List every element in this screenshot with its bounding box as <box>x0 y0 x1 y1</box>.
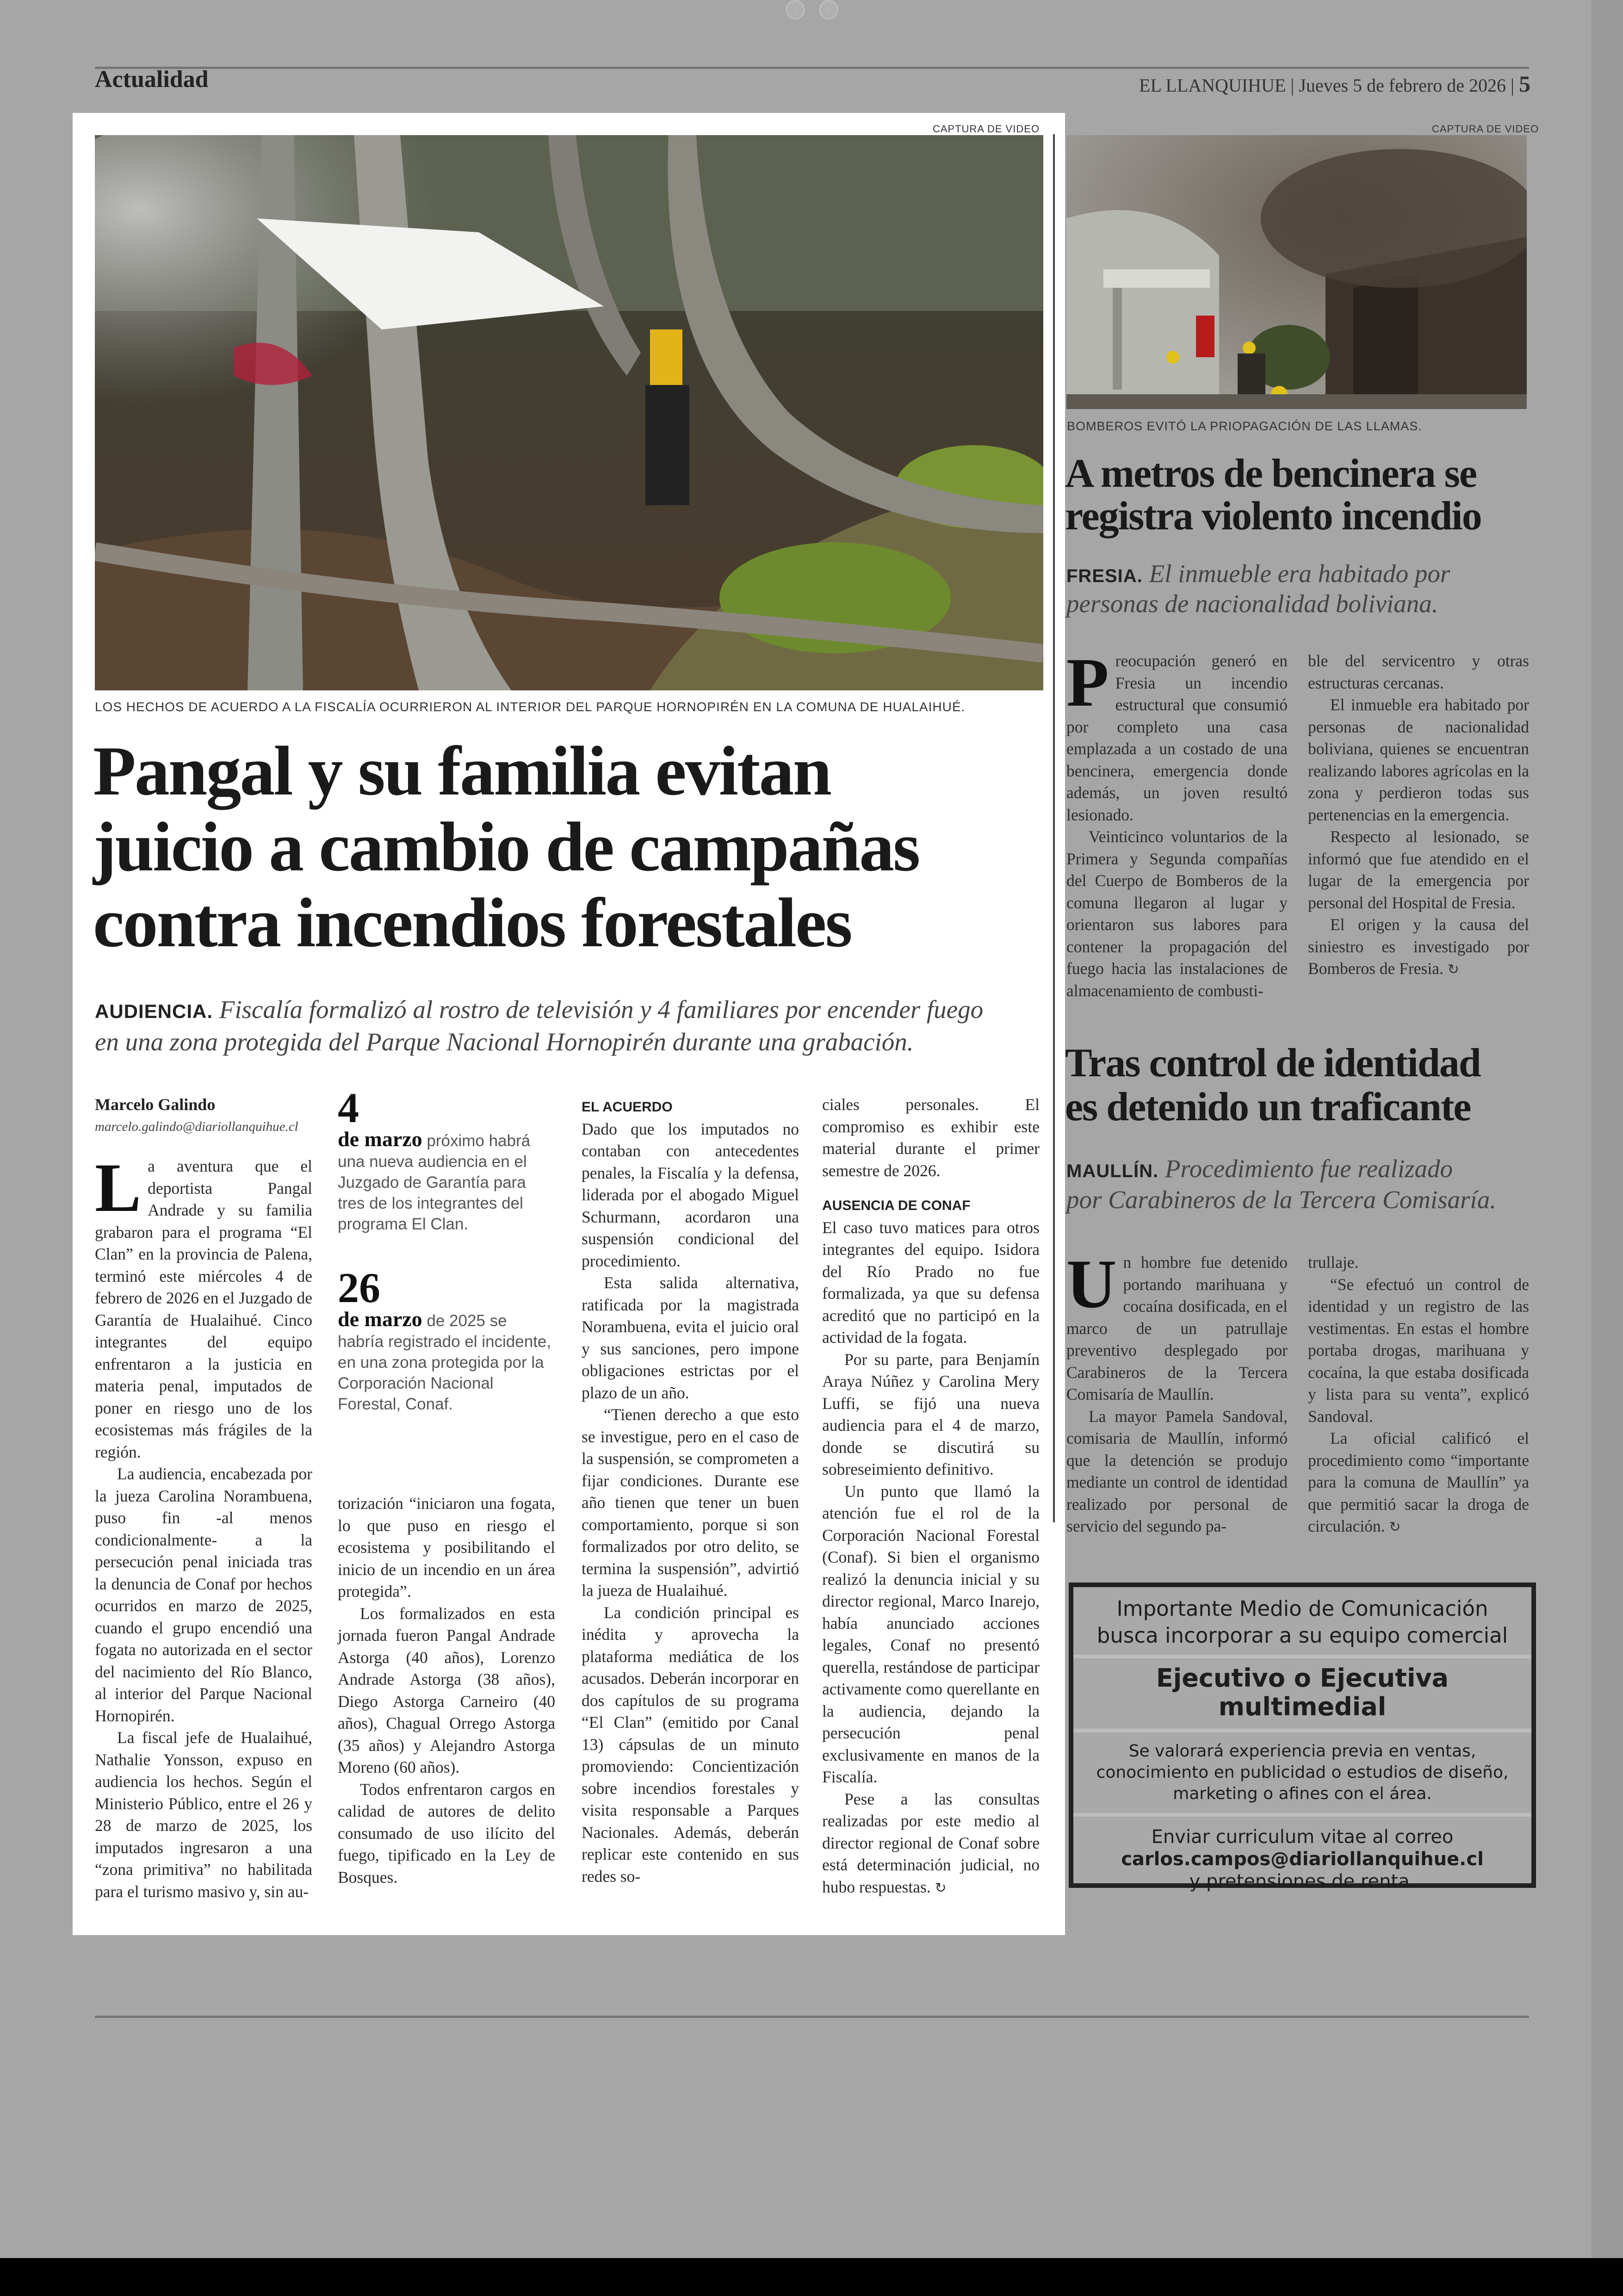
deck-tag: AUDIENCIA. <box>95 1000 213 1022</box>
fire-column-1 <box>1066 644 1288 1002</box>
paragraph: La mayor Pamela Sandoval, comisaria de Maullín, informó que la detención se produjo mediante un control de identidad realizado por personal de servicio del segundo pa- <box>1066 1407 1288 1535</box>
paragraph: Un punto que llamó la atención fue el rol de la Corporación Nacional Forestal (Conaf). Si bien el organismo realizó la denuncia inicial y su director regional, Marco Inarejo, había anunciado acciones legales, Conaf no presentó querella, restándose de participar activamente como querellante en la audiencia, dejando la persecución penal exclusivamente en manos de la Fiscalía. <box>822 1482 1040 1786</box>
page-header <box>1139 70 1530 97</box>
paragraph: La fiscal jefe de Hualaihué, Nathalie Yonsson, expuso en audiencia los hechos. Según el Ministerio Público, entre el 26 y 28 de marzo de 2025, los imputados ingresaron a una “zona primitiva” no habilitada para el turismo masivo y, sin au- <box>95 1728 312 1901</box>
photo-caption: LOS HECHOS DE ACUERDO A LA FISCALÍA OCURRIERON AL INTERIOR DEL PARQUE HORNOPIRÉN EN LA COMUNA DE HUALAIHUÉ. <box>95 700 966 714</box>
forest-image <box>95 135 1043 690</box>
subheading: AUSENCIA DE CONAF <box>822 1198 971 1213</box>
fire-image <box>1066 135 1527 409</box>
top-rule <box>95 67 1529 69</box>
paragraph: ciales personales. El compromiso es exhibir este material durante el primer semestre de 2026. <box>822 1095 1040 1180</box>
fire-photo-caption: BOMBEROS EVITÓ LA PRIOPAGACIÓN DE LAS LLAMAS. <box>1067 419 1422 433</box>
main-headline <box>93 733 919 961</box>
paragraph <box>1308 1427 1529 1539</box>
ad-body-line: marketing o afines con el área. <box>1173 1784 1432 1803</box>
paragraph: Esta salida alternativa, ratificada por la magistrada Norambuena, evita el juicio oral y sus sanciones, pero impone obligaciones estrictas por el plazo de un año. <box>582 1273 799 1402</box>
end-mark-icon: ↻ <box>1389 1519 1401 1535</box>
ad-line: busca incorporar a su equipo comercial <box>1096 1623 1508 1648</box>
stat-number: 26 <box>338 1264 380 1311</box>
chevron-left-icon: ‹ <box>793 3 798 15</box>
subheading: EL ACUERDO <box>582 1099 673 1115</box>
ad-description <box>1073 1741 1531 1805</box>
paragraph: Por su parte, para Benjamín Araya Núñez y Carolina Mery Luffi, se fijó una nueva audiencia para el 4 de marzo, donde se discutirá su sobreseimiento definitivo. <box>822 1350 1040 1478</box>
page-number: 5 <box>1519 71 1530 97</box>
stat-number: 4 <box>338 1084 359 1131</box>
paragraph <box>822 1788 1040 1899</box>
issue-date: | Jueves 5 de febrero de 2026 | <box>1290 75 1514 96</box>
main-column-3 <box>582 1096 799 1887</box>
paragraph: El caso tuvo matices para otros integrantes del equipo. Isidora del Río Prado no fue formalizada, ya que su defensa acreditó que no participó en la actividad de la fogata. <box>822 1218 1040 1347</box>
bottom-rule <box>95 2016 1529 2018</box>
paragraph-text: La oficial calificó el procedimiento como “importante para la comuna de Maullín” ya que permitió sacar la droga de circulación. <box>1308 1429 1529 1535</box>
headline-line: contra incendios forestales <box>93 884 851 962</box>
ad-cta-line: y pretensiones de renta. <box>1189 1871 1416 1892</box>
paragraph-text: Pese a las consultas realizadas por este medio al director regional de Conaf sobre está determinación judicial, no hubo respuestas. <box>822 1789 1040 1896</box>
drop-cap: U <box>1066 1246 1117 1322</box>
deck-line: personas de nacionalidad boliviana. <box>1066 590 1438 618</box>
paragraph: La audiencia, encabezada por la jueza Carolina Norambuena, puso fin -al menos condicionalmente- a la persecución penal iniciada tras la denuncia de Conaf por hechos ocurridos en marzo de 2025, cuando el grupo encendió una fogata no autorizada en el sector del nacimiento del Río Blanco, al interior del Parque Nacional Hornopirén. <box>95 1464 312 1725</box>
ad-body-line: Se valorará experiencia previa en ventas, <box>1128 1742 1476 1761</box>
paragraph: La condición principal es inédita y aprovecha la plataforma mediática de los acusados. Deberán incorporar en dos capítulos de su programa “El Clan” (emitido por Canal 13) cápsulas de un minuto promoviendo: Concientización sobre incendios forestales y visita responsable a Parques Nacionales. Además, deberán replicar este contenido en sus redes so- <box>582 1603 799 1886</box>
paragraph: Veinticinco voluntarios de la Primera y Segunda compañías del Cuerpo de Bomberos de la comuna llegaron al lugar y orientaron sus labores para contener la propagación del fuego hacia las instalaciones de almacenamiento de combusti- <box>1066 827 1288 1000</box>
main-column-2-body <box>338 1493 555 1888</box>
headline-line: registra violento incendio <box>1065 494 1481 539</box>
bottom-bar <box>0 2258 1623 2296</box>
drugs-column-2 <box>1308 1252 1529 1539</box>
stat-text: de 2025 se habría registrado el incidente, en una zona protegida por la Corporación Nacional Forestal, Conaf. <box>338 1312 551 1413</box>
paragraph: Dado que los imputados no contaban con antecedentes penales, la Fiscalía y la defensa, liderada por el abogado Miguel Schurmann, acordaron una suspensión condicional del procedimiento. <box>582 1119 799 1270</box>
stat-label: de marzo <box>338 1307 422 1331</box>
paragraph: El inmueble era habitado por personas de nacionalidad boliviana, quienes se encuentran realizando labores agrícolas en la zona y perdieron todas sus pertenencias en la emergencia. <box>1308 695 1529 824</box>
main-column-1 <box>95 1094 312 1903</box>
drop-cap: L <box>95 1149 142 1226</box>
paragraph <box>1308 914 1529 981</box>
column-divider <box>1053 134 1055 1522</box>
paper-name: EL LLANQUIHUE <box>1139 75 1286 96</box>
main-column-2 <box>338 1084 555 1415</box>
chevron-right-icon: › <box>826 3 831 15</box>
end-mark-icon: ↻ <box>935 1880 947 1896</box>
paragraph: Todos enfrentaron cargos en calidad de autores de delito consumado de uso ilícito del fuego, tipificado en la Ley de Bosques. <box>338 1780 555 1886</box>
paragraph: reocupación generó en Fresia un incendio estructural que consumió por completo una casa emplazada a un costado de una bencinera, emergencia donde además, un joven resultó lesionado. <box>1066 652 1288 824</box>
next-page-button[interactable] <box>819 0 838 19</box>
paragraph: Respecto al lesionado, se informó que fue atendido en el lugar de la emergencia por personal del Hospital de Fresia. <box>1308 827 1529 912</box>
photo-credit: CAPTURA DE VIDEO <box>932 123 1040 135</box>
paragraph: torización “iniciaron una fogata, lo que puso en riesgo el ecosistema y posibilitando el inicio de un incendio en un área protegida”. <box>338 1494 555 1601</box>
forest-photo <box>95 135 1043 690</box>
prev-page-button[interactable] <box>786 0 805 19</box>
deck-tag: MAULLÍN. <box>1066 1161 1159 1181</box>
paragraph: “Tienen derecho a que esto se investigue, pero en el caso de la suspensión, se comprometen a fijar condiciones. Durante ese año tienen que tener un buen comportamiento, porque si son formalizados por otro delito, se termina la suspensión”, advirtió la jueza de Hualaihué. <box>582 1405 799 1600</box>
fire-deck <box>1066 560 1450 618</box>
ad-title-line: multimedial <box>1218 1692 1387 1721</box>
ad-job-title <box>1073 1664 1531 1721</box>
drugs-deck <box>1066 1154 1496 1214</box>
deck-line: por Carabineros de la Tercera Comisaría. <box>1066 1185 1496 1214</box>
ad-title-line: Ejecutivo o Ejecutiva <box>1156 1663 1449 1693</box>
fire-headline <box>1065 453 1481 538</box>
paragraph: n hombre fue detenido portando marihuana y cocaína dosificada, en el marco de un patrullaje preventivo desplegado por Carabineros de la Tercera Comisaría de Maullín. <box>1066 1253 1288 1403</box>
viewer-margin <box>1592 0 1623 2296</box>
fire-column-2 <box>1308 650 1529 981</box>
drop-cap: P <box>1066 644 1109 721</box>
headline-line: juicio a cambio de campañas <box>93 808 919 886</box>
byline-name: Marcelo Galindo <box>95 1095 216 1114</box>
paragraph: “Se efectuó un control de identidad y un registro de las vestimentas. En estas el hombre portaba drogas, marihuana y cocaína, la que estaba dosificada y lista para su venta”, explicó Sandoval. <box>1308 1275 1529 1426</box>
paragraph: trullaje. <box>1308 1253 1359 1272</box>
headline-line: Pangal y su familia evitan <box>93 732 831 810</box>
ad-body-line: conocimiento en publicidad o estudios de diseño, <box>1096 1763 1509 1782</box>
paragraph-text: El origen y la causa del siniestro es investigado por Bomberos de Fresia. <box>1308 915 1529 978</box>
headline-line: Tras control de identidad <box>1065 1041 1481 1086</box>
main-deck <box>95 994 1048 1057</box>
deck-line: El inmueble era habitado por <box>1149 559 1450 588</box>
headline-line: A metros de bencinera se <box>1065 451 1476 496</box>
job-ad <box>1069 1582 1536 1892</box>
drugs-headline <box>1065 1041 1481 1129</box>
deck-line: Procedimiento fue realizado <box>1165 1154 1453 1183</box>
deck-line: en una zona protegida del Parque Nacional Hornopirén durante una grabación. <box>95 1028 914 1056</box>
paragraph: a aventura que el deportista Pangal Andrade y su familia grabaron para el programa “El Clan” en la provincia de Palena, terminó este miércoles 4 de febrero de 2026 en el Juzgado de Garantía de Hualaihué. Cinco integrantes del equipo enfrentaron a la justicia en materia penal, imputados de poner en riesgo uno de los ecosistemas más frágiles de la región. <box>95 1157 312 1461</box>
main-column-4 <box>822 1094 1040 1899</box>
end-mark-icon: ↻ <box>1447 962 1459 978</box>
section-title: Actualidad <box>95 66 209 93</box>
paragraph: Los formalizados en esta jornada fueron Pangal Andrade Astorga (40 años), Lorenzo Andrade Astorga (38 años), Diego Astorga Carneiro (40 años), Chagual Orrego Astorga (35 años) y Alejandro Astorga Moreno (60 años). <box>338 1604 555 1776</box>
deck-line: Fiscalía formalizó al rostro de televisión y 4 familiares por encender fuego <box>219 995 984 1024</box>
byline-email: marcelo.galindo@diariollanquihue.cl <box>95 1119 298 1134</box>
ad-cta <box>1073 1826 1531 1893</box>
fire-photo-credit: CAPTURA DE VIDEO <box>1432 123 1539 135</box>
fire-photo <box>1066 135 1527 409</box>
main-article <box>73 113 1065 1935</box>
drugs-column-1 <box>1066 1246 1288 1538</box>
ad-cta-line: Enviar curriculum vitae al correo <box>1151 1826 1454 1848</box>
ad-line: Importante Medio de Comunicación <box>1116 1596 1488 1621</box>
headline-line: es detenido un traficante <box>1065 1085 1471 1129</box>
ad-email-link[interactable]: carlos.campos@diariollanquihue.cl <box>1121 1849 1484 1870</box>
stat-text: próximo habrá una nueva audiencia en el Juzgado de Garantía para tres de los integrantes del programa El Clan. <box>338 1132 531 1233</box>
stat-label: de marzo <box>338 1127 422 1151</box>
deck-tag: FRESIA. <box>1066 566 1143 586</box>
paragraph: ble del servicentro y otras estructuras cercanas. <box>1308 652 1529 692</box>
